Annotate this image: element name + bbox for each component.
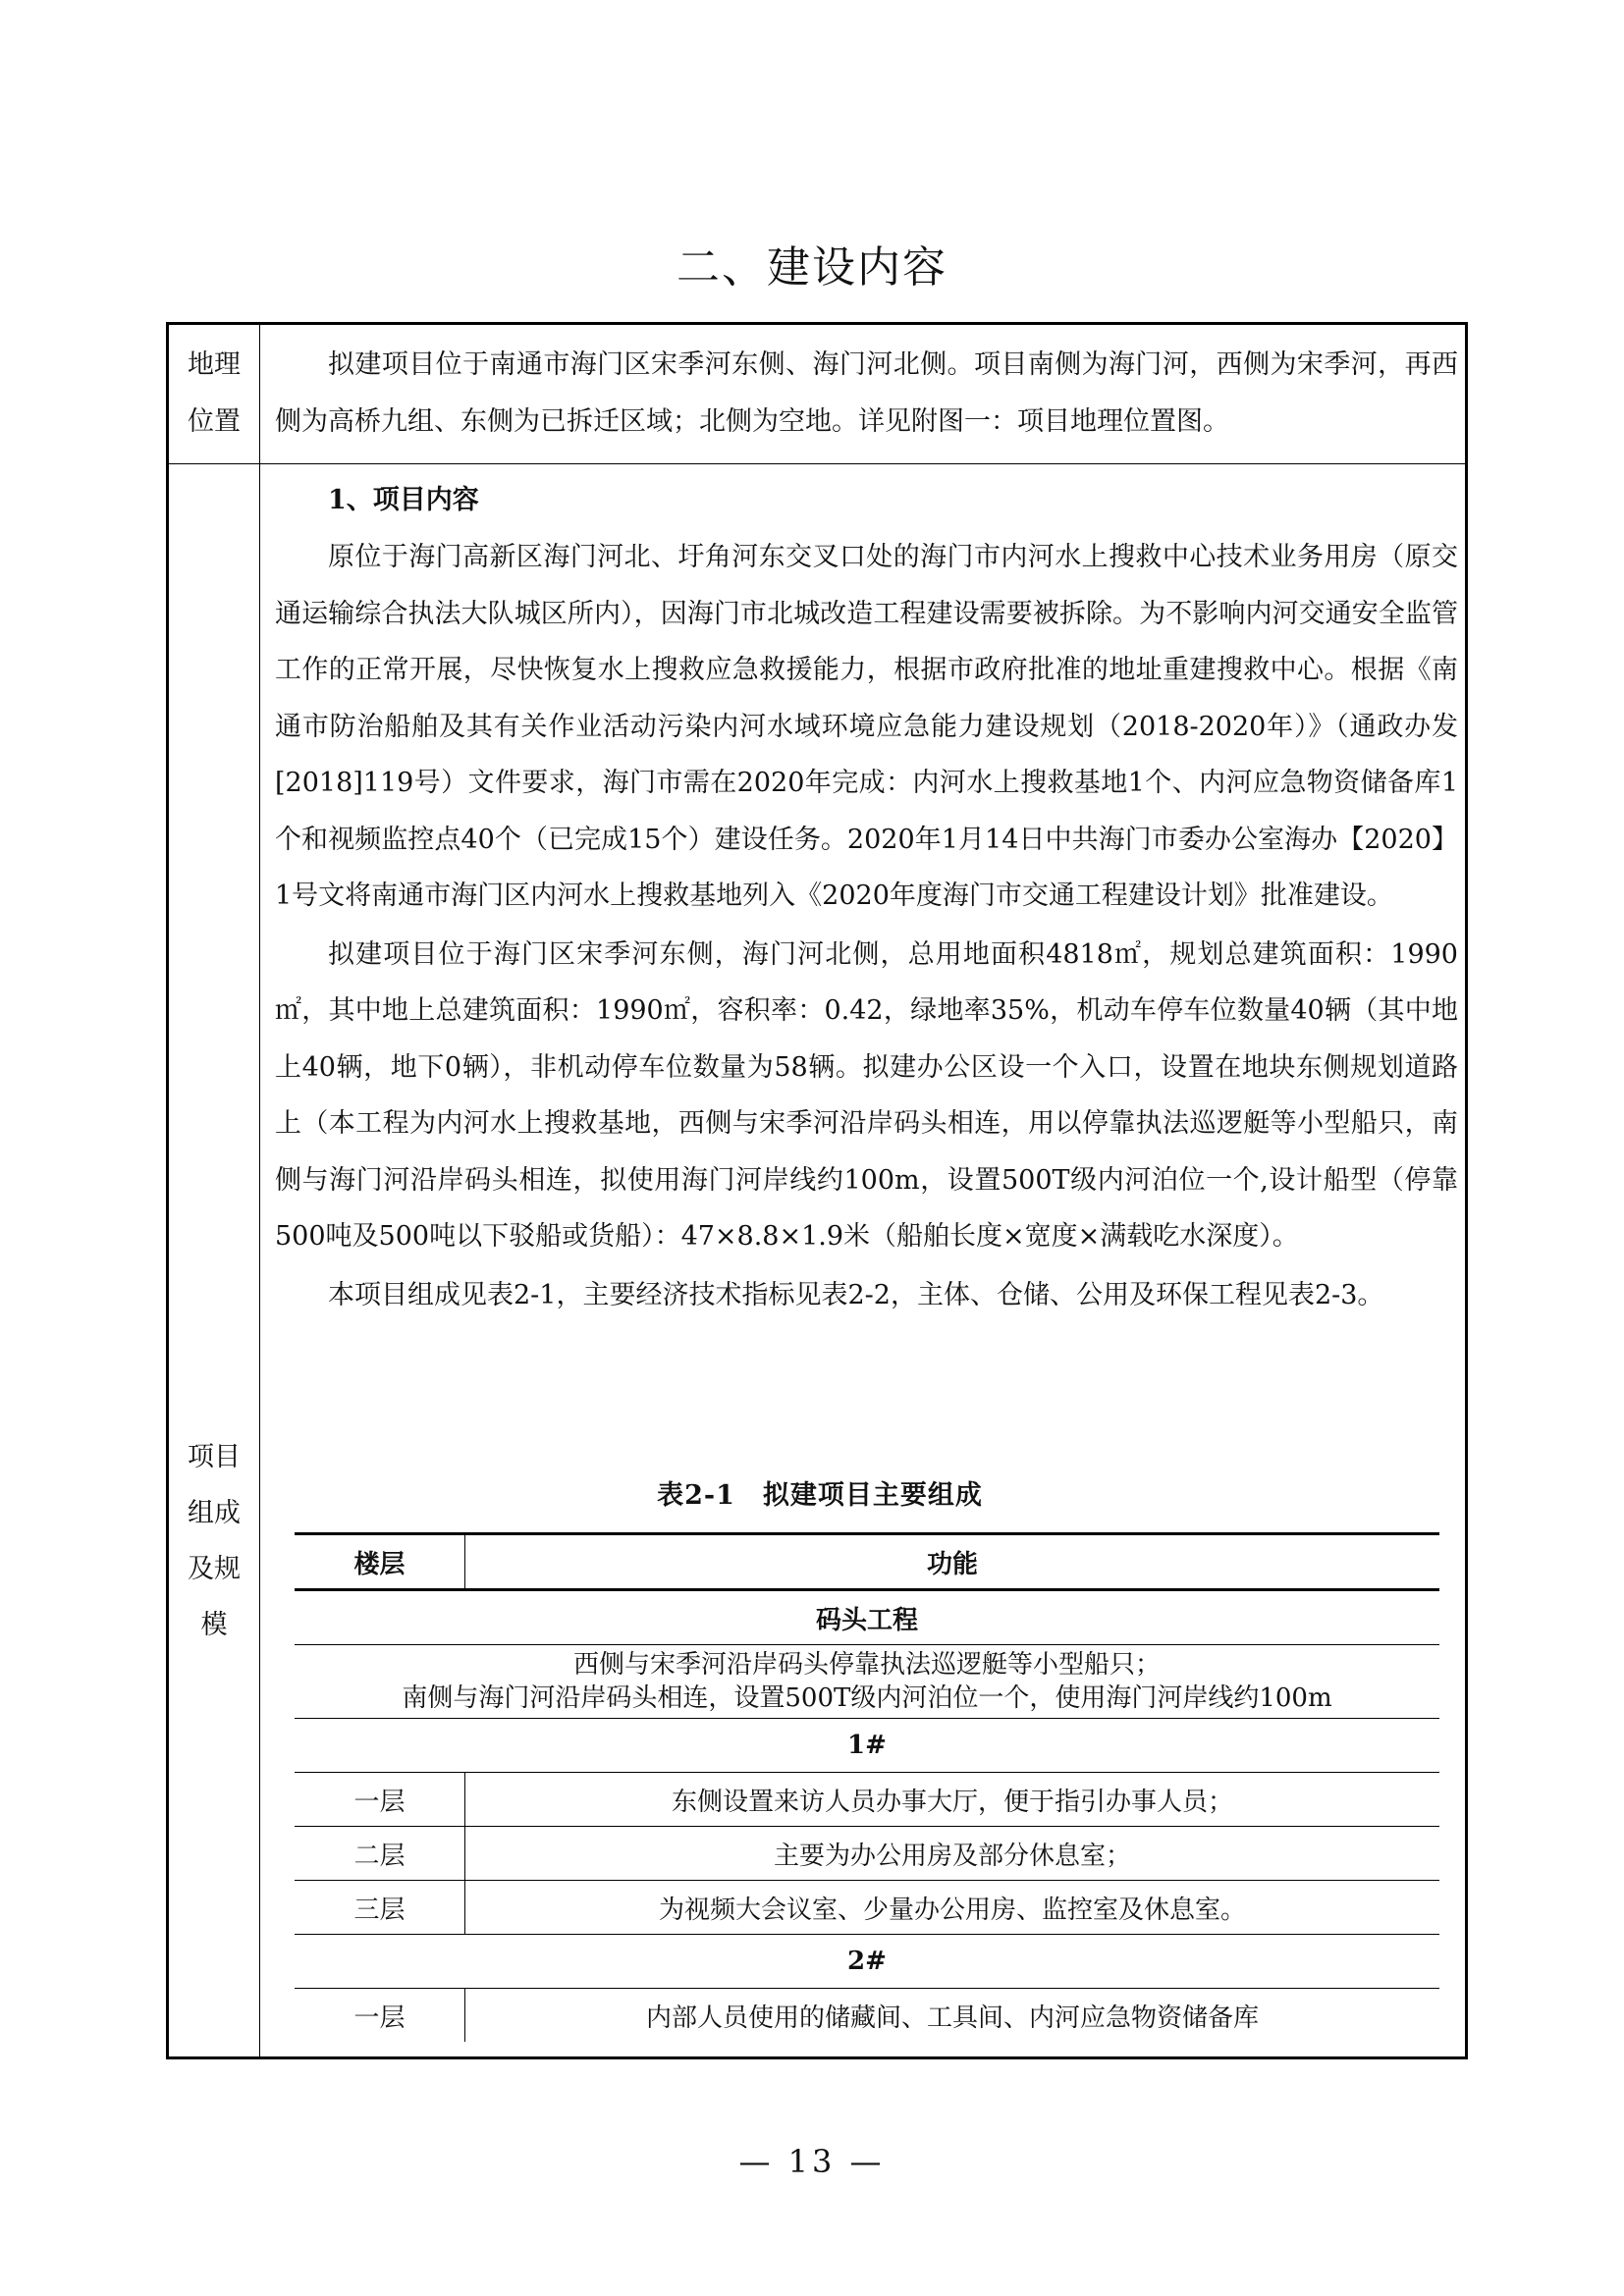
function-cell: 主要为办公用房及部分休息室； — [465, 1827, 1440, 1881]
section-building-2: 2# — [295, 1935, 1439, 1989]
page-number: — 13 — — [738, 2143, 886, 2180]
table-row — [295, 1989, 1439, 2043]
geo-label-line1: 地理 — [188, 349, 241, 380]
project-label-line3: 及规 — [188, 1554, 241, 1584]
floor-cell: 一层 — [295, 1989, 465, 2043]
project-label-line4: 模 — [200, 1610, 228, 1640]
composition-table — [295, 1532, 1439, 2042]
paragraph-table-reference: 本项目组成见表2-1，主要经济技术指标见表2-2，主体、仓储、公用及环保工程见表2-3。 — [328, 1279, 1384, 1310]
table-caption: 表2-1 拟建项目主要组成 — [657, 1480, 983, 1511]
table-section-row — [295, 1935, 1439, 1989]
column-divider — [259, 325, 260, 2056]
table-row — [295, 1827, 1439, 1881]
section-building-1: 1# — [295, 1719, 1439, 1773]
dock-line1: 西侧与宋季河沿岸码头停靠执法巡逻艇等小型船只； — [572, 1650, 1161, 1680]
function-cell: 东侧设置来访人员办事大厅，便于指引办事人员； — [465, 1773, 1440, 1827]
table-header-row — [295, 1534, 1439, 1590]
floor-cell: 二层 — [295, 1827, 465, 1881]
section-dock: 码头工程 — [295, 1590, 1439, 1645]
function-cell: 为视频大会议室、少量办公用房、监控室及休息室。 — [465, 1881, 1440, 1935]
page-title: 二、建设内容 — [677, 242, 947, 293]
paragraph-background: 原位于海门高新区海门河北、圩角河东交叉口处的海门市内河水上搜救中心技术业务用房（原交通运输综合执法大队城区所内），因海门市北城改造工程建设需要被拆除。为不影响内河交通安全监管工作的正常开展，尽快恢复水上搜救应急救援能力，根据市政府批准的地址重建搜救中心。根据《南通市防治船舶及其有关作业活动污染内河水域环境应急能力建设规划（2018-2020年）》（通政办发[2018]119号）文件要求，海门市需在2020年完成：内河水上搜救基地1个、内河应急物资储备库1个和视频监控点40个（已完成15个）建设任务。2020年1月14日中共海门市委办公室海办【2020】1号文将南通市海门区内河水上搜救基地列入《2020年度海门市交通工程建设计划》批准建设。 — [275, 542, 1458, 911]
project-scope-label — [169, 1429, 259, 1653]
table-row — [295, 1881, 1439, 1935]
paragraph-site-details: 拟建项目位于海门区宋季河东侧，海门河北侧，总用地面积4818㎡，规划总建筑面积：1990㎡，其中地上总建筑面积：1990㎡，容积率：0.42，绿地率35%，机动车停车位数量40辆（其中地上40辆，地下0辆），非机动停车位数量为58辆。拟建办公区设一个入口，设置在地块东侧规划道路上（本工程为内河水上搜救基地，西侧与宋季河沿岸码头相连，用以停靠执法巡逻艇等小型船只，南侧与海门河沿岸码头相连，拟使用海门河岸线约100m，设置500T级内河泊位一个,设计船型（停靠500吨及500吨以下驳船或货船）：47×8.8×1.9米（船舶长度×宽度×满载吃水深度）。 — [275, 938, 1458, 1252]
row-divider — [169, 463, 1465, 464]
geo-location-label — [169, 337, 259, 451]
project-content — [275, 472, 1458, 1323]
geo-location-text: 拟建项目位于南通市海门区宋季河东侧、海门河北侧。项目南侧为海门河，西侧为宋季河，再西侧为高桥九组、东侧为已拆迁区域；北侧为空地。详见附图一：项目地理位置图。 — [275, 349, 1458, 437]
function-cell: 内部人员使用的储藏间、工具间、内河应急物资储备库 — [465, 1989, 1440, 2043]
table-row — [295, 1773, 1439, 1827]
section-heading: 1、项目内容 — [328, 485, 479, 515]
geo-label-line2: 位置 — [188, 406, 241, 437]
table-row — [295, 1645, 1439, 1719]
table-section-row — [295, 1719, 1439, 1773]
dock-description — [295, 1645, 1439, 1719]
header-function: 功能 — [465, 1534, 1440, 1590]
project-label-line2: 组成 — [188, 1498, 241, 1528]
header-floor: 楼层 — [295, 1534, 465, 1590]
floor-cell: 一层 — [295, 1773, 465, 1827]
project-label-line1: 项目 — [188, 1442, 241, 1472]
content-table — [166, 322, 1468, 2059]
table-section-row — [295, 1590, 1439, 1645]
floor-cell: 三层 — [295, 1881, 465, 1935]
dock-line2: 南侧与海门河沿岸码头相连，设置500T级内河泊位一个，使用海门河岸线约100m — [402, 1683, 1332, 1713]
